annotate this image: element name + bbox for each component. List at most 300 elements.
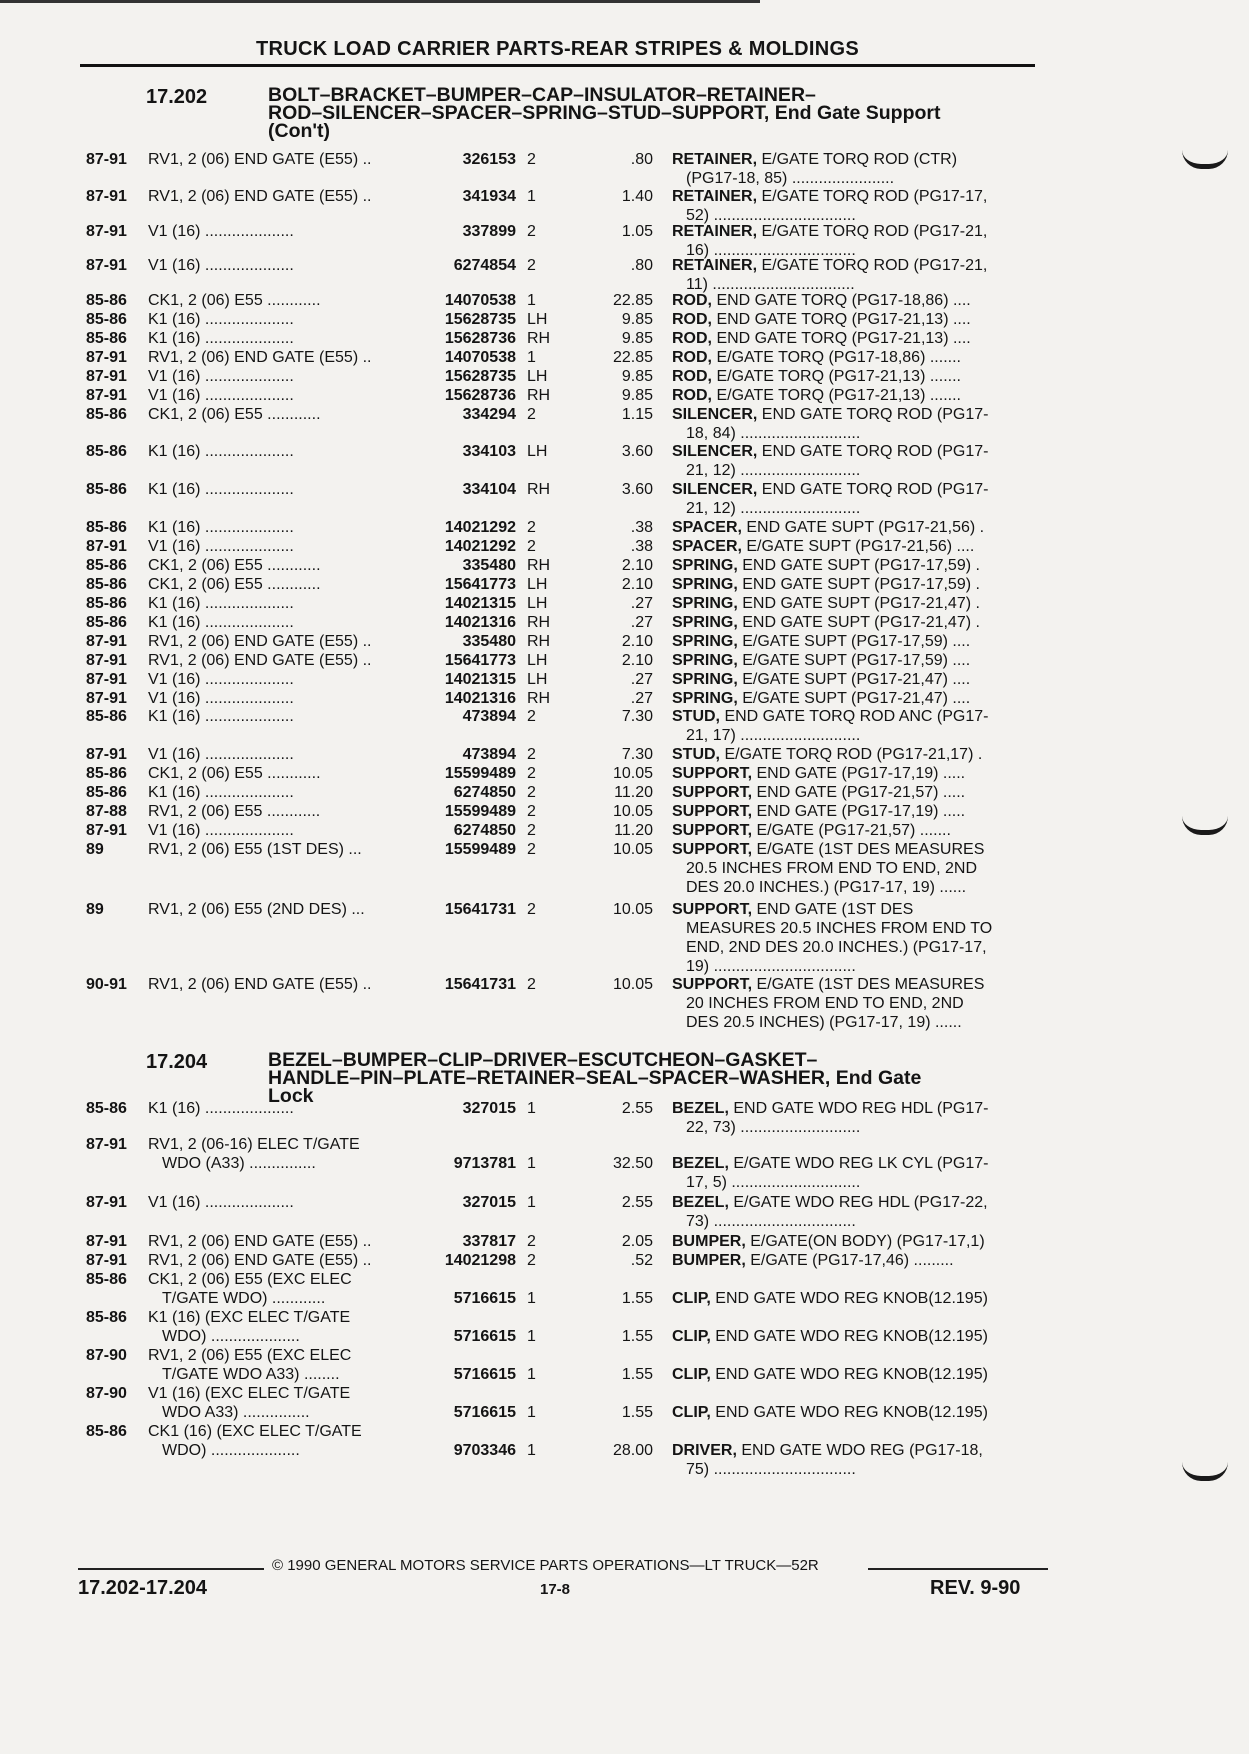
description-line: SPRING, END GATE SUPT (PG17-17,59) . xyxy=(672,557,980,574)
part-number: 334103 xyxy=(462,443,516,460)
part-keyword: SPRING, xyxy=(672,652,738,669)
model-line: V1 (16) .................... xyxy=(148,671,294,688)
model-year: 87-91 xyxy=(86,349,127,366)
section-title-line: HANDLE–PIN–PLATE–RETAINER–SEAL–SPACER–WASHER, End Gate xyxy=(268,1067,922,1089)
description-continuation: 18, 84) ........................... xyxy=(686,425,861,442)
quantity: 2 xyxy=(527,976,536,993)
price: 2.10 xyxy=(621,633,653,650)
model-year: 85-86 xyxy=(86,292,127,309)
model-year: 87-91 xyxy=(86,690,127,707)
model-line: CK1, 2 (06) E55 ............ xyxy=(148,576,321,593)
price: 3.60 xyxy=(621,481,653,498)
part-description xyxy=(672,1193,1042,1231)
model-application xyxy=(148,840,418,859)
part-keyword: BEZEL, xyxy=(672,1100,729,1117)
model-application xyxy=(148,1193,418,1212)
part-keyword: SUPPORT, xyxy=(672,784,753,801)
part-description xyxy=(672,689,1042,708)
model-year: 87-91 xyxy=(86,223,127,240)
model-line: K1 (16) .................... xyxy=(148,519,294,536)
part-keyword: CLIP, xyxy=(672,1290,711,1307)
model-line: K1 (16) .................... xyxy=(148,784,294,801)
part-number: 5716615 xyxy=(453,1328,516,1345)
part-number: 5716615 xyxy=(453,1366,516,1383)
model-line: RV1, 2 (06) E55 (2ND DES) ... xyxy=(148,901,365,918)
quantity: RH xyxy=(527,614,551,631)
part-keyword: BUMPER, xyxy=(672,1233,746,1250)
model-year: 85-86 xyxy=(86,1271,127,1288)
model-line: K1 (16) .................... xyxy=(148,481,294,498)
description-line: SUPPORT, END GATE (PG17-17,19) ..... xyxy=(672,803,966,820)
model-application xyxy=(148,442,418,461)
model-year: 85-86 xyxy=(86,406,127,423)
price: 1.55 xyxy=(621,1328,653,1345)
description-line: SPRING, E/GATE SUPT (PG17-21,47) .... xyxy=(672,690,971,707)
part-description xyxy=(672,651,1042,670)
quantity: LH xyxy=(527,443,548,460)
description-continuation: 19) ................................ xyxy=(686,958,856,975)
model-line: CK1, 2 (06) E55 ............ xyxy=(148,406,321,423)
part-number: 15628735 xyxy=(444,368,516,385)
footer-copyright: © 1990 GENERAL MOTORS SERVICE PARTS OPERATIONS—LT TRUCK—52R xyxy=(272,1557,819,1574)
part-description xyxy=(672,1327,1042,1346)
price: 1.55 xyxy=(621,1290,653,1307)
top-edge-line xyxy=(0,0,760,3)
model-application xyxy=(148,900,418,919)
model-line: K1 (16) .................... xyxy=(148,614,294,631)
part-keyword: STUD, xyxy=(672,746,720,763)
footer-revision: REV. 9-90 xyxy=(930,1577,1021,1599)
part-number: 14021315 xyxy=(444,595,516,612)
model-application xyxy=(148,670,418,689)
binder-hole-mark xyxy=(1182,1462,1228,1481)
description-continuation: 16) ................................ xyxy=(686,242,856,259)
model-line: RV1, 2 (06) END GATE (E55) .. xyxy=(148,633,372,650)
description-continuation: 21, 12) ........................... xyxy=(686,462,861,479)
model-application xyxy=(148,1384,418,1422)
part-description xyxy=(672,575,1042,594)
quantity: 1 xyxy=(527,292,536,309)
binder-hole-mark xyxy=(1182,150,1228,169)
quantity: LH xyxy=(527,671,548,688)
description-line: SPRING, E/GATE SUPT (PG17-21,47) .... xyxy=(672,671,971,688)
model-year: 87-91 xyxy=(86,188,127,205)
price: .27 xyxy=(630,614,653,631)
part-number: 15628735 xyxy=(444,311,516,328)
description-line: SPACER, E/GATE SUPT (PG17-21,56) .... xyxy=(672,538,975,555)
model-year: 85-86 xyxy=(86,708,127,725)
model-year: 85-86 xyxy=(86,614,127,631)
price: 2.10 xyxy=(621,557,653,574)
model-year: 85-86 xyxy=(86,311,127,328)
description-line: SILENCER, END GATE TORQ ROD (PG17- xyxy=(672,443,989,460)
part-number: 6274854 xyxy=(453,257,516,274)
model-line: V1 (16) .................... xyxy=(148,368,294,385)
part-keyword: SPACER, xyxy=(672,519,742,536)
quantity: 1 xyxy=(527,1100,536,1117)
part-description xyxy=(672,632,1042,651)
description-line: SPRING, E/GATE SUPT (PG17-17,59) .... xyxy=(672,633,971,650)
quantity: 1 xyxy=(527,1328,536,1345)
description-continuation: 11) ................................ xyxy=(686,276,855,293)
part-number: 5716615 xyxy=(453,1404,516,1421)
description-line: RETAINER, E/GATE TORQ ROD (PG17-17, xyxy=(672,188,988,205)
part-description xyxy=(672,556,1042,575)
part-number: 9713781 xyxy=(453,1155,516,1172)
part-keyword: CLIP, xyxy=(672,1366,711,1383)
part-number: 14070538 xyxy=(444,349,516,366)
part-description xyxy=(672,386,1042,405)
price: .27 xyxy=(630,690,653,707)
model-line: K1 (16) .................... xyxy=(148,330,294,347)
model-year: 89 xyxy=(86,841,104,858)
model-line: RV1, 2 (06) END GATE (E55) .. xyxy=(148,1233,372,1250)
part-description xyxy=(672,670,1042,689)
price: 2.55 xyxy=(621,1100,653,1117)
model-application xyxy=(148,348,418,367)
part-keyword: SUPPORT, xyxy=(672,803,753,820)
description-continuation: 20 INCHES FROM END TO END, 2ND xyxy=(686,995,964,1012)
description-line: SPACER, END GATE SUPT (PG17-21,56) . xyxy=(672,519,985,536)
price: 2.55 xyxy=(621,1194,653,1211)
model-line: RV1, 2 (06) END GATE (E55) .. xyxy=(148,349,372,366)
model-application xyxy=(148,651,418,670)
quantity: 2 xyxy=(527,803,536,820)
quantity: LH xyxy=(527,595,548,612)
part-keyword: SPRING, xyxy=(672,614,738,631)
description-line: SUPPORT, E/GATE (1ST DES MEASURES xyxy=(672,976,985,993)
section-number: 17.202 xyxy=(146,86,208,108)
model-application xyxy=(148,594,418,613)
footer-page-number: 17-8 xyxy=(540,1581,571,1598)
part-number: 15599489 xyxy=(444,803,516,820)
price: 7.30 xyxy=(621,708,653,725)
quantity: LH xyxy=(527,368,548,385)
model-line: V1 (16) .................... xyxy=(148,746,294,763)
description-continuation: 22, 73) ........................... xyxy=(686,1119,861,1136)
model-line: RV1, 2 (06) E55 (1ST DES) ... xyxy=(148,841,362,858)
description-line: SPRING, E/GATE SUPT (PG17-17,59) .... xyxy=(672,652,971,669)
quantity: 2 xyxy=(527,708,536,725)
part-keyword: CLIP, xyxy=(672,1404,711,1421)
model-year: 87-88 xyxy=(86,803,127,820)
model-year: 85-86 xyxy=(86,784,127,801)
model-year: 85-86 xyxy=(86,1100,127,1117)
footer-section-range: 17.202-17.204 xyxy=(78,1577,208,1599)
model-year: 87-91 xyxy=(86,633,127,650)
description-continuation: 21, 17) ........................... xyxy=(686,727,861,744)
part-keyword: SPRING, xyxy=(672,557,738,574)
model-year: 87-91 xyxy=(86,387,127,404)
description-line: BUMPER, E/GATE(ON BODY) (PG17-17,1) xyxy=(672,1233,985,1250)
part-number: 335480 xyxy=(462,633,516,650)
model-line: WDO) .................... xyxy=(162,1442,300,1459)
description-line: ROD, E/GATE TORQ (PG17-21,13) ....... xyxy=(672,387,961,404)
quantity: 2 xyxy=(527,1252,536,1269)
part-keyword: SPACER, xyxy=(672,538,742,555)
model-year: 87-91 xyxy=(86,746,127,763)
part-number: 473894 xyxy=(462,746,516,763)
part-keyword: STUD, xyxy=(672,708,720,725)
model-application xyxy=(148,707,418,726)
model-year: 85-86 xyxy=(86,519,127,536)
part-description xyxy=(672,537,1042,556)
quantity: RH xyxy=(527,557,551,574)
description-line: SUPPORT, END GATE (1ST DES xyxy=(672,901,914,918)
quantity: 1 xyxy=(527,1194,536,1211)
page-header: TRUCK LOAD CARRIER PARTS-REAR STRIPES & MOLDINGS xyxy=(256,38,859,60)
part-number: 15641773 xyxy=(444,652,516,669)
part-number: 14021298 xyxy=(444,1252,516,1269)
model-line: T/GATE WDO) ............ xyxy=(162,1290,326,1307)
part-number: 341934 xyxy=(462,188,516,205)
model-line: V1 (16) .................... xyxy=(148,538,294,555)
model-line: T/GATE WDO A33) ........ xyxy=(162,1366,340,1383)
part-description xyxy=(672,291,1042,310)
quantity: LH xyxy=(527,311,548,328)
price: 9.85 xyxy=(621,387,653,404)
part-description xyxy=(672,518,1042,537)
part-keyword: SUPPORT, xyxy=(672,901,753,918)
part-description xyxy=(672,840,1042,897)
description-line: SILENCER, END GATE TORQ ROD (PG17- xyxy=(672,481,989,498)
part-number: 14021315 xyxy=(444,671,516,688)
quantity: RH xyxy=(527,330,551,347)
quantity: 1 xyxy=(527,188,536,205)
part-description xyxy=(672,975,1042,1032)
model-line: RV1, 2 (06) E55 ............ xyxy=(148,803,321,820)
quantity: 2 xyxy=(527,841,536,858)
description-line: SUPPORT, END GATE (PG17-21,57) ..... xyxy=(672,784,966,801)
model-line: K1 (16) .................... xyxy=(148,1100,294,1117)
part-description xyxy=(672,1232,1042,1251)
part-keyword: ROD, xyxy=(672,387,712,404)
quantity: 2 xyxy=(527,519,536,536)
part-description xyxy=(672,405,1042,443)
model-line: RV1, 2 (06) E55 (EXC ELEC xyxy=(148,1347,352,1364)
quantity: LH xyxy=(527,576,548,593)
part-number: 14070538 xyxy=(444,292,516,309)
part-description xyxy=(672,150,1042,188)
model-line: RV1, 2 (06) END GATE (E55) .. xyxy=(148,151,372,168)
part-keyword: BUMPER, xyxy=(672,1252,746,1269)
model-application xyxy=(148,187,418,206)
model-year: 85-86 xyxy=(86,765,127,782)
model-year: 85-86 xyxy=(86,576,127,593)
model-application xyxy=(148,802,418,821)
model-application xyxy=(148,150,418,169)
model-application xyxy=(148,291,418,310)
model-year: 87-91 xyxy=(86,671,127,688)
model-year: 85-86 xyxy=(86,1423,127,1440)
description-line: SUPPORT, E/GATE (1ST DES MEASURES xyxy=(672,841,985,858)
part-keyword: SPRING, xyxy=(672,690,738,707)
model-line: V1 (16) (EXC ELEC T/GATE xyxy=(148,1385,351,1402)
model-application xyxy=(148,256,418,275)
model-application xyxy=(148,329,418,348)
price: .38 xyxy=(630,519,653,536)
model-application xyxy=(148,575,418,594)
part-description xyxy=(672,707,1042,745)
part-keyword: RETAINER, xyxy=(672,223,758,240)
quantity: 2 xyxy=(527,406,536,423)
model-application xyxy=(148,764,418,783)
model-application xyxy=(148,821,418,840)
price: .80 xyxy=(630,257,653,274)
section-title xyxy=(268,86,1043,140)
description-line: STUD, E/GATE TORQ ROD (PG17-21,17) . xyxy=(672,746,983,763)
part-description xyxy=(672,1403,1042,1422)
part-keyword: BEZEL, xyxy=(672,1155,729,1172)
price: .27 xyxy=(630,595,653,612)
model-application xyxy=(148,405,418,424)
quantity: RH xyxy=(527,481,551,498)
model-application xyxy=(148,556,418,575)
quantity: 2 xyxy=(527,765,536,782)
section-title-line: Lock xyxy=(268,1085,314,1107)
model-application xyxy=(148,518,418,537)
model-year: 90-91 xyxy=(86,976,127,993)
part-keyword: SILENCER, xyxy=(672,406,758,423)
model-line: K1 (16) .................... xyxy=(148,311,294,328)
part-number: 327015 xyxy=(462,1194,516,1211)
part-description xyxy=(672,256,1042,294)
model-year: 85-86 xyxy=(86,330,127,347)
part-keyword: SPRING, xyxy=(672,576,738,593)
description-line: BEZEL, E/GATE WDO REG HDL (PG17-22, xyxy=(672,1194,988,1211)
model-line: V1 (16) .................... xyxy=(148,257,294,274)
part-number: 326153 xyxy=(462,151,516,168)
footer-rule-left xyxy=(78,1568,264,1570)
quantity: RH xyxy=(527,690,551,707)
price: 10.05 xyxy=(612,803,653,820)
part-number: 337817 xyxy=(462,1233,516,1250)
part-description xyxy=(672,329,1042,348)
quantity: 1 xyxy=(527,1290,536,1307)
quantity: 1 xyxy=(527,1442,536,1459)
part-keyword: SUPPORT, xyxy=(672,976,753,993)
model-line: RV1, 2 (06) END GATE (E55) .. xyxy=(148,1252,372,1269)
model-year: 87-91 xyxy=(86,652,127,669)
part-keyword: ROD, xyxy=(672,292,712,309)
description-continuation: (PG17-18, 85) ....................... xyxy=(686,170,895,187)
description-continuation: 21, 12) ........................... xyxy=(686,500,861,517)
price: 2.10 xyxy=(621,576,653,593)
part-description xyxy=(672,613,1042,632)
part-description xyxy=(672,1251,1042,1270)
part-keyword: SUPPORT, xyxy=(672,841,753,858)
part-description xyxy=(672,764,1042,783)
model-year: 85-86 xyxy=(86,595,127,612)
part-description xyxy=(672,594,1042,613)
description-line: SPRING, END GATE SUPT (PG17-21,47) . xyxy=(672,614,980,631)
price: 32.50 xyxy=(612,1155,653,1172)
part-description xyxy=(672,367,1042,386)
price: 1.40 xyxy=(621,188,653,205)
part-description xyxy=(672,1441,1042,1479)
quantity: 2 xyxy=(527,223,536,240)
model-year: 85-86 xyxy=(86,443,127,460)
model-line: K1 (16) .................... xyxy=(148,443,294,460)
description-line: SPRING, END GATE SUPT (PG17-17,59) . xyxy=(672,576,980,593)
description-line: BUMPER, E/GATE (PG17-17,46) ......... xyxy=(672,1252,954,1269)
section-title xyxy=(268,1051,1043,1105)
part-description xyxy=(672,442,1042,480)
description-line: CLIP, END GATE WDO REG KNOB(12.195) xyxy=(672,1404,988,1421)
price: 10.05 xyxy=(612,976,653,993)
model-line: WDO A33) ............... xyxy=(162,1404,310,1421)
part-description xyxy=(672,187,1042,225)
price: 28.00 xyxy=(612,1442,653,1459)
model-line: V1 (16) .................... xyxy=(148,223,294,240)
quantity: 2 xyxy=(527,822,536,839)
model-application xyxy=(148,1308,418,1346)
part-description xyxy=(672,348,1042,367)
model-year: 87-91 xyxy=(86,1252,127,1269)
price: 10.05 xyxy=(612,901,653,918)
part-number: 15641773 xyxy=(444,576,516,593)
price: 10.05 xyxy=(612,841,653,858)
part-description xyxy=(672,1289,1042,1308)
model-line: V1 (16) .................... xyxy=(148,822,294,839)
model-year: 89 xyxy=(86,901,104,918)
model-line: CK1, 2 (06) E55 ............ xyxy=(148,765,321,782)
quantity: 1 xyxy=(527,349,536,366)
part-description xyxy=(672,783,1042,802)
price: 11.20 xyxy=(614,822,653,839)
model-year: 87-91 xyxy=(86,368,127,385)
price: .80 xyxy=(630,151,653,168)
quantity: 2 xyxy=(527,538,536,555)
part-number: 15641731 xyxy=(444,901,516,918)
part-number: 334294 xyxy=(462,406,516,423)
description-line: SILENCER, END GATE TORQ ROD (PG17- xyxy=(672,406,989,423)
part-keyword: SILENCER, xyxy=(672,481,758,498)
quantity: 2 xyxy=(527,901,536,918)
description-line: ROD, END GATE TORQ (PG17-21,13) .... xyxy=(672,330,971,347)
price: 9.85 xyxy=(621,330,653,347)
price: 10.05 xyxy=(612,765,653,782)
model-application xyxy=(148,1422,418,1460)
description-line: CLIP, END GATE WDO REG KNOB(12.195) xyxy=(672,1290,988,1307)
part-keyword: SUPPORT, xyxy=(672,765,753,782)
description-line: SUPPORT, END GATE (PG17-17,19) ..... xyxy=(672,765,966,782)
price: 9.85 xyxy=(621,311,653,328)
description-line: RETAINER, E/GATE TORQ ROD (PG17-21, xyxy=(672,257,988,274)
quantity: LH xyxy=(527,652,548,669)
model-application xyxy=(148,745,418,764)
price: 9.85 xyxy=(621,368,653,385)
description-continuation: 17, 5) ............................. xyxy=(686,1174,861,1191)
part-keyword: ROD, xyxy=(672,311,712,328)
section-title-line: ROD–SILENCER–SPACER–SPRING–STUD–SUPPORT, End Gate Support xyxy=(268,102,941,124)
model-application xyxy=(148,1232,418,1251)
part-description xyxy=(672,222,1042,260)
description-line: CLIP, END GATE WDO REG KNOB(12.195) xyxy=(672,1328,988,1345)
quantity: 1 xyxy=(527,1366,536,1383)
price: .27 xyxy=(630,671,653,688)
part-keyword: ROD, xyxy=(672,368,712,385)
model-application xyxy=(148,222,418,241)
part-keyword: RETAINER, xyxy=(672,257,758,274)
price: 7.30 xyxy=(621,746,653,763)
part-keyword: SPRING, xyxy=(672,633,738,650)
model-line: WDO) .................... xyxy=(162,1328,300,1345)
part-number: 14021292 xyxy=(444,538,516,555)
model-line: K1 (16) .................... xyxy=(148,708,294,725)
part-description xyxy=(672,745,1042,764)
price: 11.20 xyxy=(614,784,653,801)
